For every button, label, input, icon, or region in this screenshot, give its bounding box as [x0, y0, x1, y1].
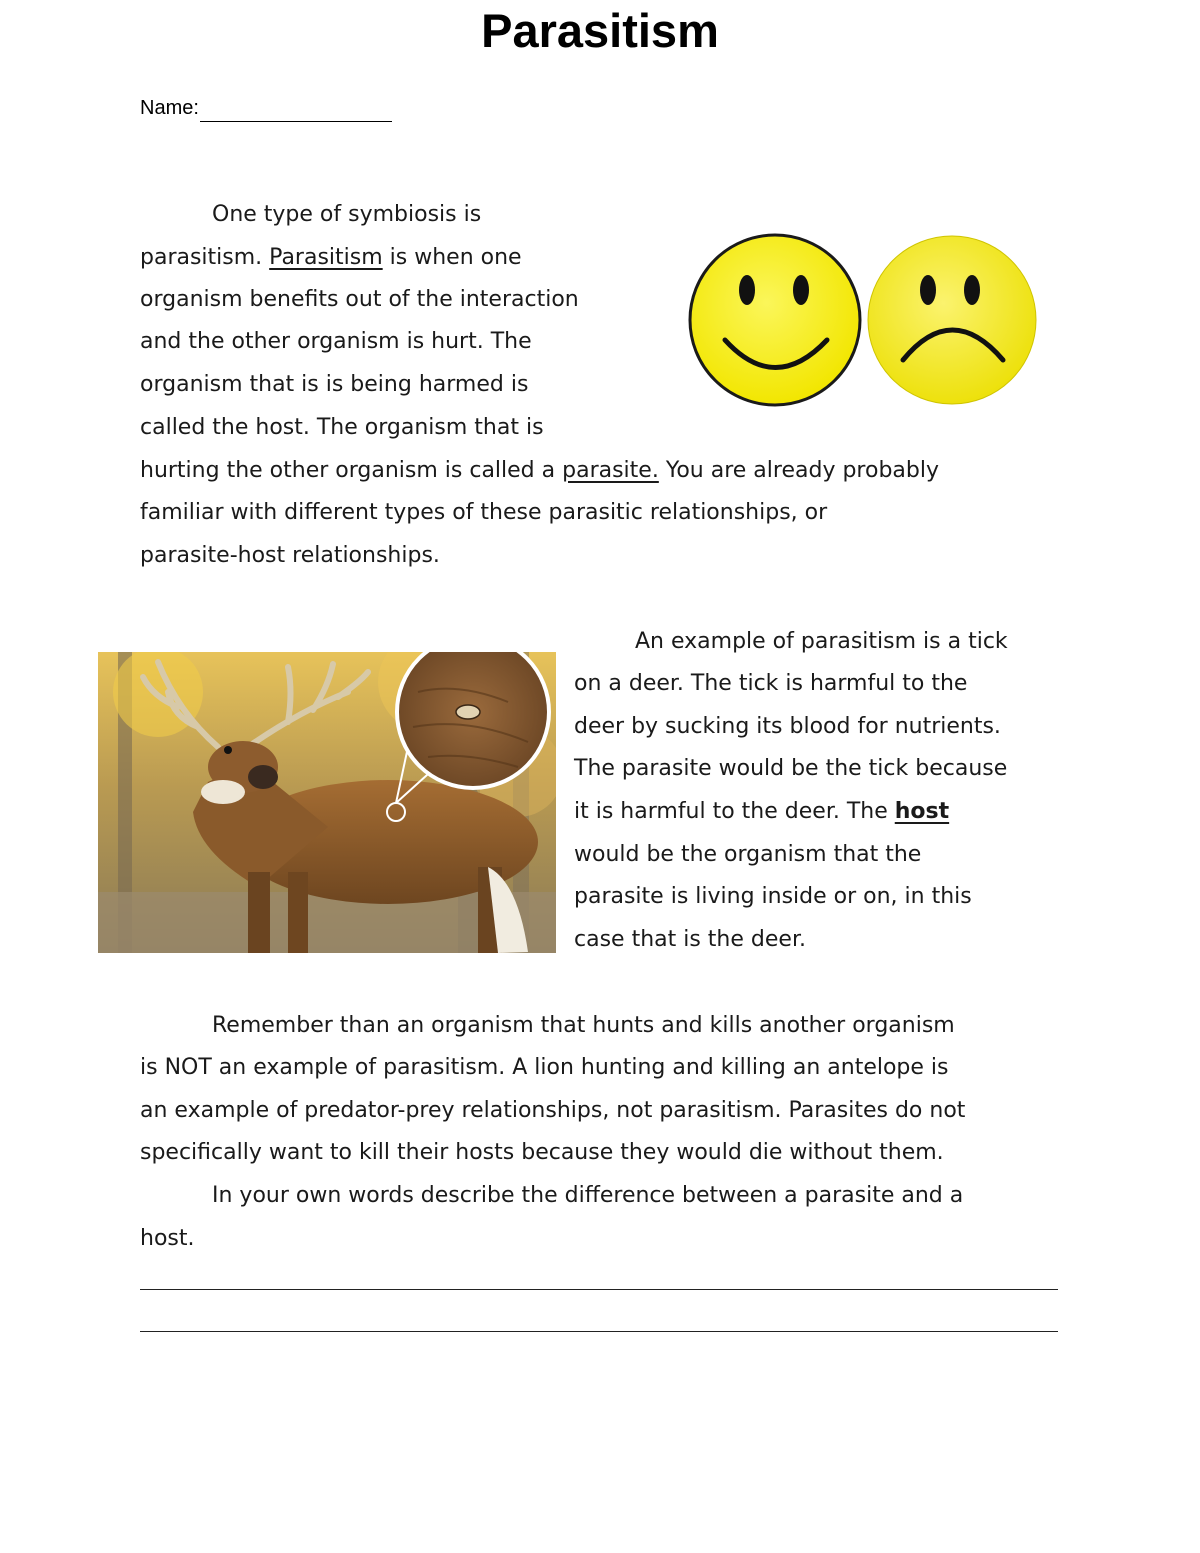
- para2-line-1: An example of parasitism is a tick: [635, 629, 1008, 654]
- term-host: host: [894, 799, 950, 824]
- para2-line-7: parasite is living inside or on, in this: [574, 884, 972, 909]
- para1-line-7-rest: You are already probably: [658, 458, 939, 483]
- smiley-faces-image: [685, 230, 1040, 410]
- para2-line-5: [574, 797, 949, 827]
- deer-with-tick-photo: [98, 652, 556, 953]
- term-parasitism: Parasitism: [269, 245, 383, 270]
- para1-line-9: parasite-host relationships.: [140, 543, 440, 568]
- name-field: [140, 94, 392, 122]
- question-line-1: In your own words describe the difference between a parasite and a: [212, 1183, 964, 1208]
- para2-line-2: on a deer. The tick is harmful to the: [574, 671, 968, 696]
- para2-line-4: The parasite would be the tick because: [574, 756, 1008, 781]
- para1-line-4: and the other organism is hurt. The: [140, 329, 532, 354]
- para2-line-8: case that is the deer.: [574, 927, 806, 952]
- question-line-2: host.: [140, 1226, 195, 1251]
- para1-line-2-rest: is when one: [382, 245, 522, 270]
- para1-line-3: organism benefits out of the interaction: [140, 287, 579, 312]
- term-parasite: parasite.: [562, 458, 659, 483]
- para1-line-7: [140, 456, 939, 486]
- para1-line-1: One type of symbiosis is: [212, 202, 482, 227]
- para1-line-6: called the host. The organism that is: [140, 415, 544, 440]
- para1-line-5: organism that is is being harmed is: [140, 372, 529, 397]
- happy-face-icon: [690, 235, 860, 405]
- para2-line-5-text: it is harmful to the deer. The: [574, 799, 895, 824]
- para3-line-1: Remember than an organism that hunts and kills another organism: [212, 1013, 955, 1038]
- para1-line-8: familiar with different types of these parasitic relationships, or: [140, 500, 828, 525]
- para3-line-3: an example of predator-prey relationships, not parasitism. Parasites do not: [140, 1098, 966, 1123]
- answer-line-1[interactable]: [140, 1289, 1058, 1290]
- para3-line-2: is NOT an example of parasitism. A lion hunting and killing an antelope is: [140, 1055, 949, 1080]
- para1-line-2-text: parasitism.: [140, 245, 270, 270]
- page-title: Parasitism: [481, 4, 719, 57]
- sad-face-icon: [868, 236, 1036, 404]
- para1-line-2: [140, 243, 522, 273]
- name-blank-line[interactable]: [200, 99, 392, 122]
- para1-line-7-text: hurting the other organism is called a: [140, 458, 563, 483]
- para2-line-6: would be the organism that the: [574, 842, 922, 867]
- answer-line-2[interactable]: [140, 1331, 1058, 1332]
- name-label: Name:: [140, 97, 199, 119]
- para2-line-3: deer by sucking its blood for nutrients.: [574, 714, 1001, 739]
- para3-line-4: specifically want to kill their hosts because they would die without them.: [140, 1140, 944, 1165]
